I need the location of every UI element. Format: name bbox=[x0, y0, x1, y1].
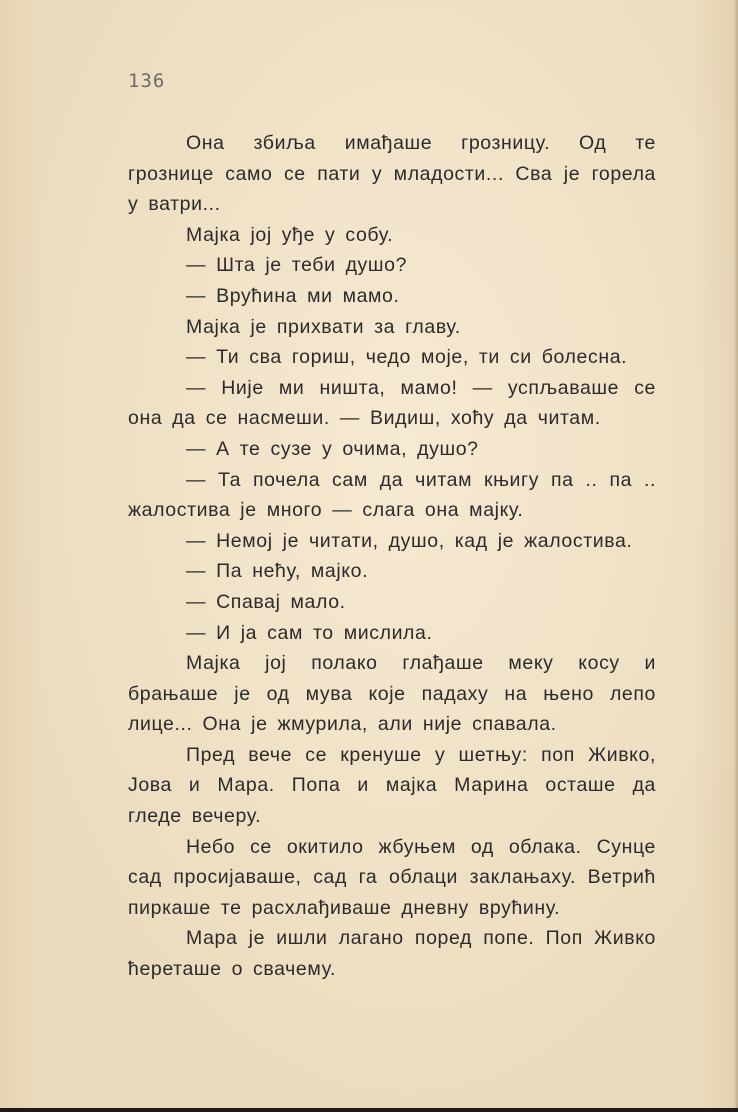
paragraph: Мара је ишли лагано поред попе. Поп Живко ћереташе о свачему. bbox=[128, 927, 656, 981]
scan-bottom-border bbox=[0, 1108, 738, 1112]
paragraph: — Та почела сам да читам књигу па .. па .. жалостива је много — слага она мајку. bbox=[128, 468, 656, 522]
paragraph: — Ти сва гориш, чедо моје, ти си болесна. bbox=[186, 346, 628, 369]
paragraph: Мајка је прихвати за главу. bbox=[186, 315, 461, 338]
paragraph: — Спавај мало. bbox=[186, 590, 346, 613]
paragraph: Небо се окитило жбуњем од облака. Сунце сад просијаваше, сад га облаци заклањаху. Ветрић пиркаше те расхлађиваше дневну врућину. bbox=[128, 835, 656, 919]
paragraph: — Шта је теби душо? bbox=[186, 254, 408, 277]
paragraph: — Није ми ништа, мамо! — успљаваше се она да се насмеши. — Видиш, хоћу да читам. bbox=[128, 376, 656, 430]
paragraph: — Немој је читати, душо, кад је жалостива. bbox=[186, 529, 633, 552]
paragraph: — И ја сам то мислила. bbox=[186, 621, 433, 644]
page-number: 136 bbox=[128, 70, 166, 92]
page-edge-shadow bbox=[734, 0, 738, 1112]
paragraph: Мајка јој полако глађаше меку косу и брањаше је од мува које падаху на њено лепо лице... Она је жмурила, али није спавала. bbox=[128, 652, 656, 736]
paragraph: Мајка јој уђе у собу. bbox=[186, 223, 394, 246]
paragraph: — Врућина ми мамо. bbox=[186, 284, 400, 307]
paragraph: — А те сузе у очима, душо? bbox=[186, 437, 479, 460]
paragraph: — Па нећу, мајко. bbox=[186, 560, 369, 583]
body-text bbox=[128, 128, 656, 985]
paragraph: Она збиља имађаше грозницу. Од те грознице само се пати у младости... Сва је горела у ватри... bbox=[128, 132, 656, 216]
paragraph: Пред вече се кренуше у шетњу: поп Живко, Јова и Мара. Попа и мајка Марина осташе да гледе вечеру. bbox=[128, 743, 656, 828]
